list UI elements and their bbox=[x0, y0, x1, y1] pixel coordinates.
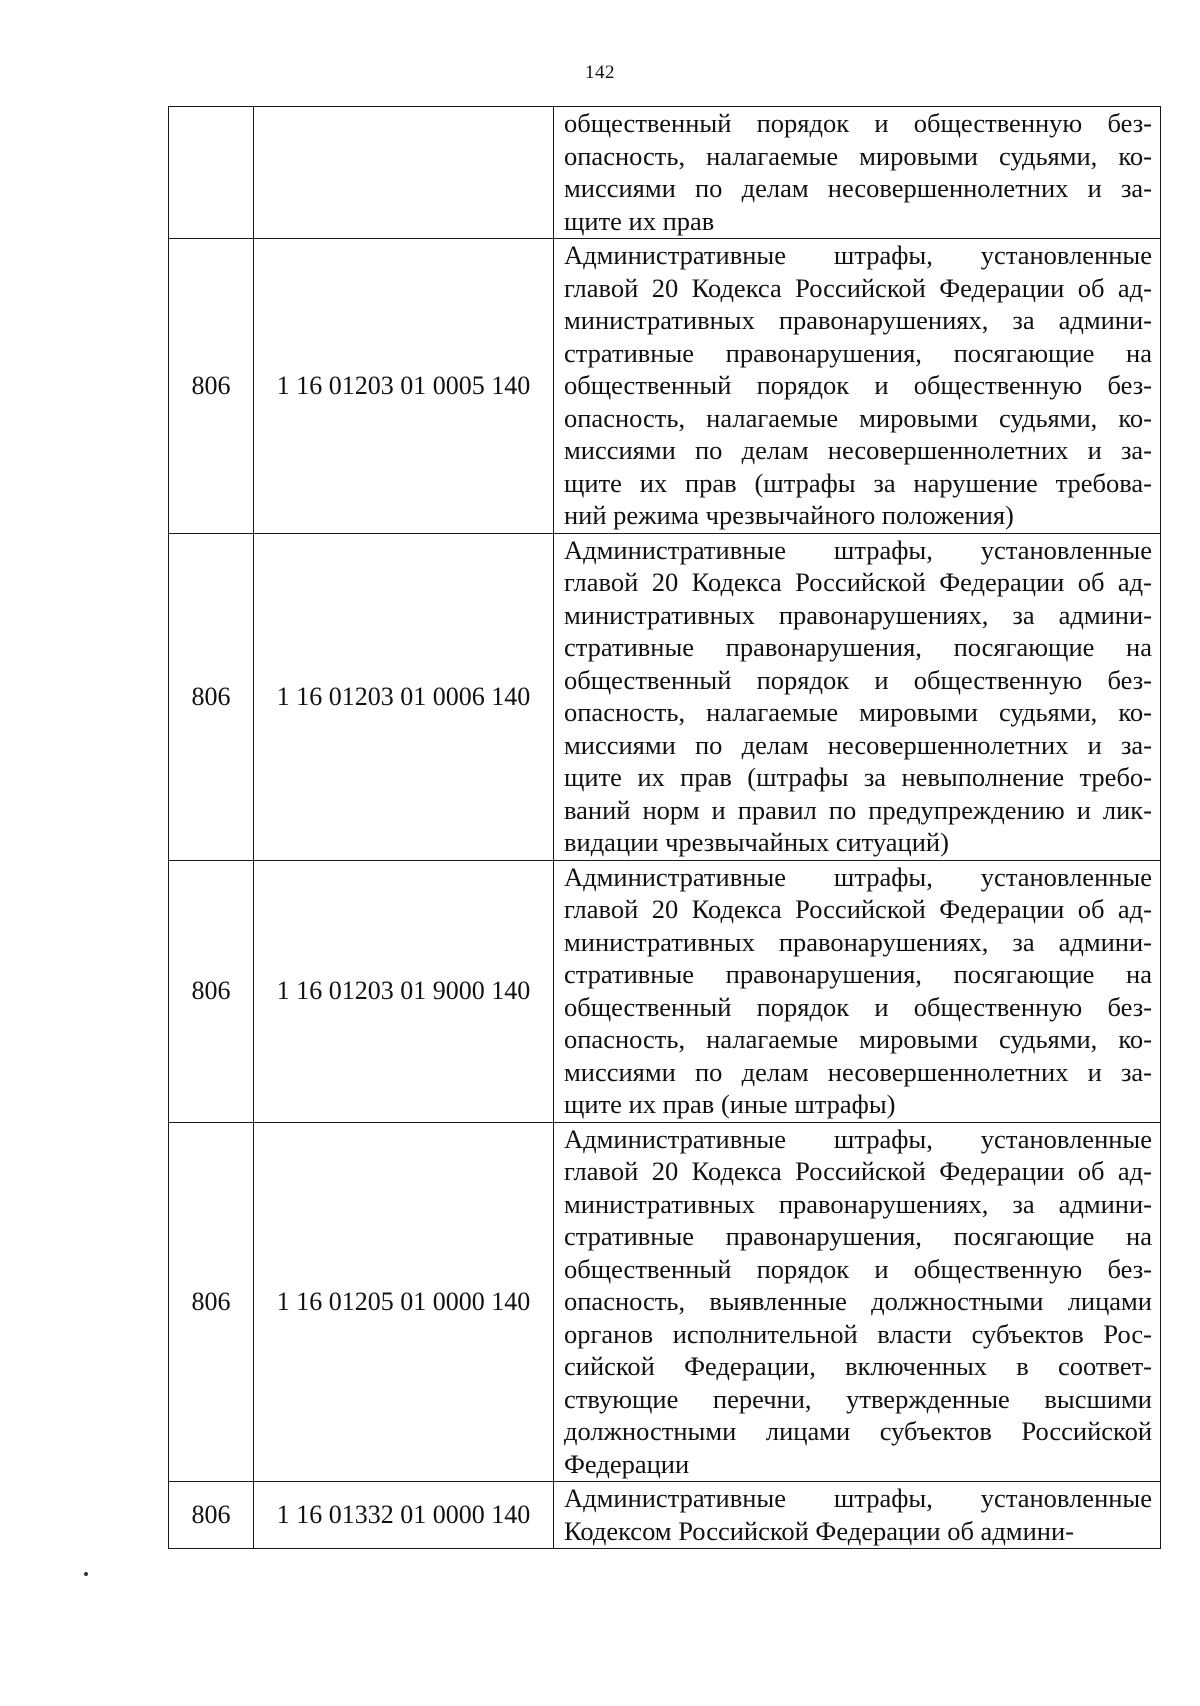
budget-classification-table bbox=[168, 106, 1161, 1549]
description-line: миссиями по делам несовершеннолетних и за- bbox=[564, 173, 1152, 203]
admin-code-cell: 806 bbox=[169, 1122, 254, 1482]
description-line: ваний норм и правил по предупреждению и лик- bbox=[564, 794, 1152, 825]
description-line: опасность, налагаемые мировыми судьями, ко- bbox=[564, 697, 1152, 727]
description-line: миссиями по делам несовершеннолетних и за- bbox=[564, 435, 1152, 465]
admin-code-cell bbox=[169, 107, 254, 239]
description-line: Административные штрафы, установленные bbox=[564, 861, 1152, 892]
table-row bbox=[169, 860, 1161, 1122]
description-cell bbox=[554, 239, 1161, 534]
description-line: Кодексом Российской Федерации об админи- bbox=[564, 1515, 1074, 1546]
kbk-code-cell: 1 16 01203 01 0005 140 bbox=[254, 239, 554, 534]
description-line: общественный порядок и общественную без- bbox=[564, 108, 1152, 138]
description-line: стративные правонарушения, посягающие на bbox=[564, 959, 1152, 989]
admin-code-cell: 806 bbox=[169, 239, 254, 534]
description-line: Административные штрафы, установленные bbox=[564, 1483, 1152, 1513]
description-line: щите их прав bbox=[564, 205, 715, 236]
description-line: миссиями по делам несовершеннолетних и за- bbox=[564, 729, 1152, 760]
description-line: опасность, выявленные должностными лицами bbox=[564, 1286, 1152, 1316]
table-row bbox=[169, 1122, 1161, 1482]
description-cell bbox=[554, 1482, 1161, 1549]
description-line: Административные штрафы, установленные bbox=[564, 240, 1152, 270]
page-number: 142 bbox=[585, 62, 615, 83]
description-line: общественный порядок и общественную без- bbox=[564, 991, 1152, 1022]
description-line: щите их прав (иные штрафы) bbox=[564, 1089, 896, 1119]
kbk-code-cell bbox=[254, 107, 554, 239]
kbk-code-cell: 1 16 01205 01 0000 140 bbox=[254, 1122, 554, 1482]
table-row bbox=[169, 533, 1161, 860]
description-line: Административные штрафы, установленные bbox=[564, 534, 1152, 565]
description-line: опасность, налагаемые мировыми судьями, ко- bbox=[564, 140, 1152, 171]
description-line: щите их прав (штрафы за нарушение требова- bbox=[564, 467, 1152, 498]
description-line: стративные правонарушения, посягающие на bbox=[564, 337, 1152, 368]
table-row bbox=[169, 1482, 1161, 1549]
description-line: видации чрезвычайных ситуаций) bbox=[564, 827, 949, 857]
table-body bbox=[169, 107, 1161, 1549]
description-line: министративных правонарушениях, за админи- bbox=[564, 599, 1152, 630]
description-line: главой 20 Кодекса Российской Федерации об ад- bbox=[564, 272, 1152, 303]
description-line: главой 20 Кодекса Российской Федерации об ад- bbox=[564, 1156, 1152, 1186]
description-line: опасность, налагаемые мировыми судьями, ко- bbox=[564, 1024, 1152, 1054]
description-line: сийской Федерации, включенных в соответ- bbox=[564, 1351, 1152, 1381]
description-line: министративных правонарушениях, за админи- bbox=[564, 926, 1152, 957]
description-cell bbox=[554, 1122, 1161, 1482]
description-line: ний режима чрезвычайного положения) bbox=[564, 500, 1014, 530]
description-line: общественный порядок и общественную без- bbox=[564, 664, 1152, 695]
description-line: опасность, налагаемые мировыми судьями, ко- bbox=[564, 402, 1152, 433]
description-line: органов исполнительной власти субъектов Рос- bbox=[564, 1318, 1152, 1349]
description-line: щите их прав (штрафы за невыполнение требо- bbox=[564, 762, 1152, 792]
table-row bbox=[169, 107, 1161, 239]
table-row bbox=[169, 239, 1161, 534]
kbk-code-cell: 1 16 01332 01 0000 140 bbox=[254, 1482, 554, 1549]
description-line: главой 20 Кодекса Российской Федерации об ад- bbox=[564, 894, 1152, 924]
description-line: общественный порядок и общественную без- bbox=[564, 1253, 1152, 1284]
description-line: миссиями по делам несовершеннолетних и за- bbox=[564, 1056, 1152, 1087]
description-cell bbox=[554, 533, 1161, 860]
kbk-code-cell: 1 16 01203 01 9000 140 bbox=[254, 860, 554, 1122]
admin-code-cell: 806 bbox=[169, 860, 254, 1122]
description-line: министративных правонарушениях, за админи- bbox=[564, 305, 1152, 335]
description-cell bbox=[554, 107, 1161, 239]
description-line: главой 20 Кодекса Российской Федерации об ад- bbox=[564, 567, 1152, 597]
description-line: стративные правонарушения, посягающие на bbox=[564, 1221, 1152, 1251]
kbk-code-cell: 1 16 01203 01 0006 140 bbox=[254, 533, 554, 860]
description-line: ствующие перечни, утвержденные высшими bbox=[564, 1383, 1152, 1414]
description-line: Административные штрафы, установленные bbox=[564, 1123, 1152, 1154]
description-cell bbox=[554, 860, 1161, 1122]
description-line: должностными лицами субъектов Российской bbox=[564, 1416, 1152, 1446]
description-line: Федерации bbox=[564, 1448, 690, 1479]
scan-speck bbox=[84, 1572, 88, 1576]
description-line: общественный порядок и общественную без- bbox=[564, 370, 1152, 400]
admin-code-cell: 806 bbox=[169, 533, 254, 860]
description-line: министративных правонарушениях, за админи- bbox=[564, 1188, 1152, 1219]
description-line: стративные правонарушения, посягающие на bbox=[564, 632, 1152, 662]
admin-code-cell: 806 bbox=[169, 1482, 254, 1549]
